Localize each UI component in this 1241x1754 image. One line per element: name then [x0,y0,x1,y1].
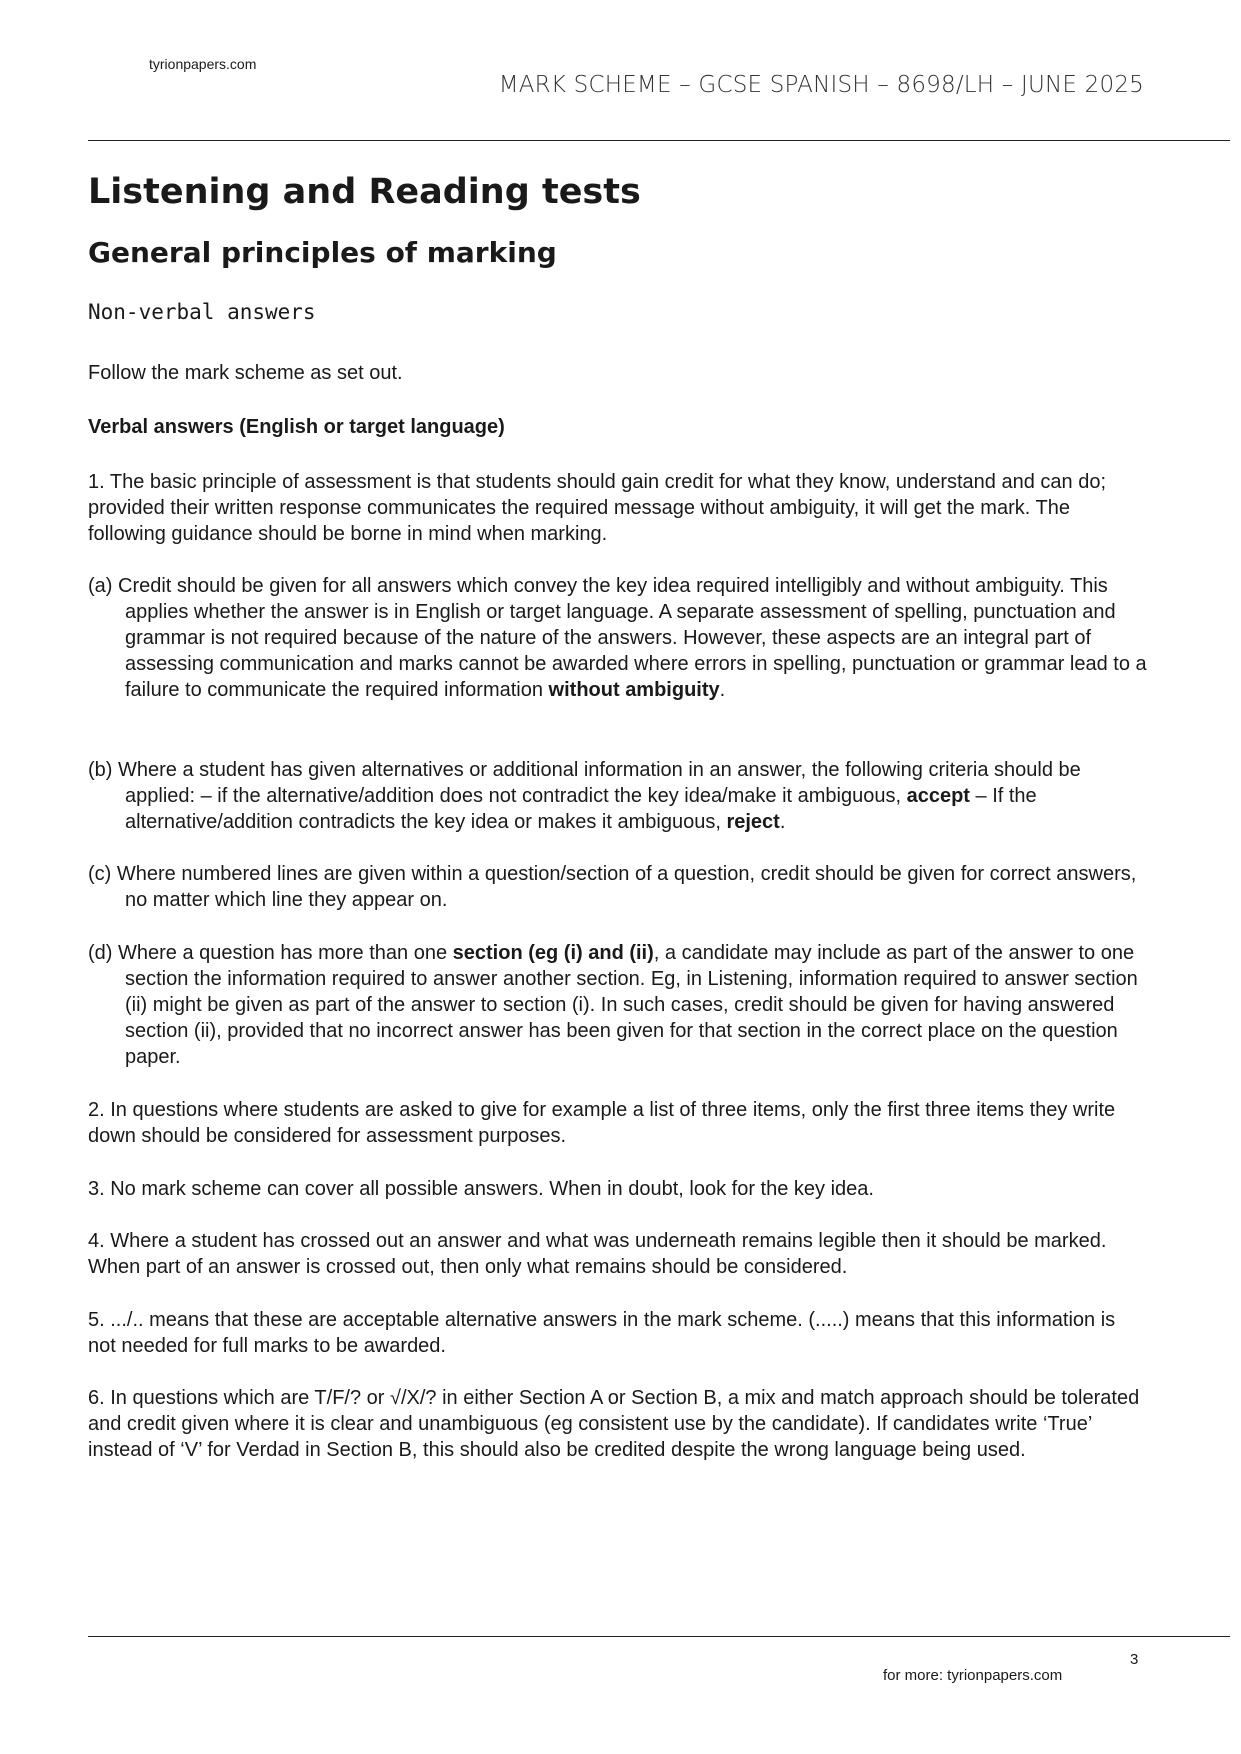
principle-5: 5. .../.. means that these are acceptable alternative answers in the mark scheme. (.....) means that this information is not needed for full marks to be awarded. [88,1309,1116,1357]
principle-6: 6. In questions which are T/F/? or √/X/? in either Section A or Section B, a mix and match approach should be tolerated and credit given where it is clear and unambiguous (eg consistent use by the candidate). If candidates write ‘True’ instead of ‘V’ for Verdad in Section B, this should also be credited despite the wrong language being used. [88,1387,1140,1461]
emphasis-accept: accept [906,785,970,807]
principle-c: (c) Where numbered lines are given within a question/section of a question, credit should be given for correct answers, no matter which line they appear on. [88,863,1137,911]
running-header: MARK SCHEME – GCSE SPANISH – 8698/LH – JUNE 2025 [498,72,1144,98]
principle-2: 2. In questions where students are asked to give for example a list of three items, only the first three items they write down should be considered for assessment purposes. [88,1099,1116,1147]
page-title: Listening and Reading tests [88,172,641,212]
principle-d: (d) Where a question has more than one section (eg (i) and (ii), a candidate may include as part of the answer to one section the information required to answer another section. Eg, in Listening, information required to answer section (ii) might be given as part of the answer to section (i). In such cases, credit should be given for having answered section (ii), provided that no incorrect answer has been given for that section in the correct place on the question paper. [88,942,1138,1068]
emphasis-section: section (eg (i) and (ii) [452,942,654,964]
emphasis-without-ambiguity: without ambiguity [548,679,720,701]
principle-1: 1. The basic principle of assessment is that students should gain credit for what they know, understand and can do; provided their written response communicates the required message without ambiguity, it will get the mark. The following guidance should be borne in mind when marking. [88,471,1107,545]
principle-b: (b) Where a student has given alternatives or additional information in an answer, the following criteria should be applied: – if the alternative/addition does not contradict the key idea/make it ambiguous, accept – If the alternative/addition contradicts the key idea or makes it ambiguous, reject. [88,759,1081,833]
nonverbal-text: Follow the mark scheme as set out. [88,362,403,384]
emphasis-reject: reject [726,811,780,833]
footer-rule [88,1636,1230,1637]
principle-4: 4. Where a student has crossed out an answer and what was underneath remains legible then it should be marked. When part of an answer is crossed out, then only what remains should be considered. [88,1230,1107,1278]
subsection-nonverbal-heading: Non-verbal answers [88,300,316,324]
page-number: 3 [1130,1651,1139,1668]
footer-watermark: for more: tyrionpapers.com [883,1667,1063,1684]
verbal-heading: Verbal answers (English or target language) [88,416,505,438]
header-rule [88,140,1230,141]
principle-a: (a) Credit should be given for all answers which convey the key idea required intelligibly and without ambiguity. This applies whether the answer is in English or target language. A separate assessment of spelling, punctuation and grammar is not required because of the nature of the answers. However, these aspects are an integral part of assessing communication and marks cannot be awarded where errors in spelling, punctuation or grammar lead to a failure to communicate the required information without ambiguity. [88,575,1147,701]
watermark-site: tyrionpapers.com [149,56,257,72]
section-title: General principles of marking [88,236,557,269]
principle-3: 3. No mark scheme can cover all possible answers. When in doubt, look for the key idea. [88,1178,874,1200]
